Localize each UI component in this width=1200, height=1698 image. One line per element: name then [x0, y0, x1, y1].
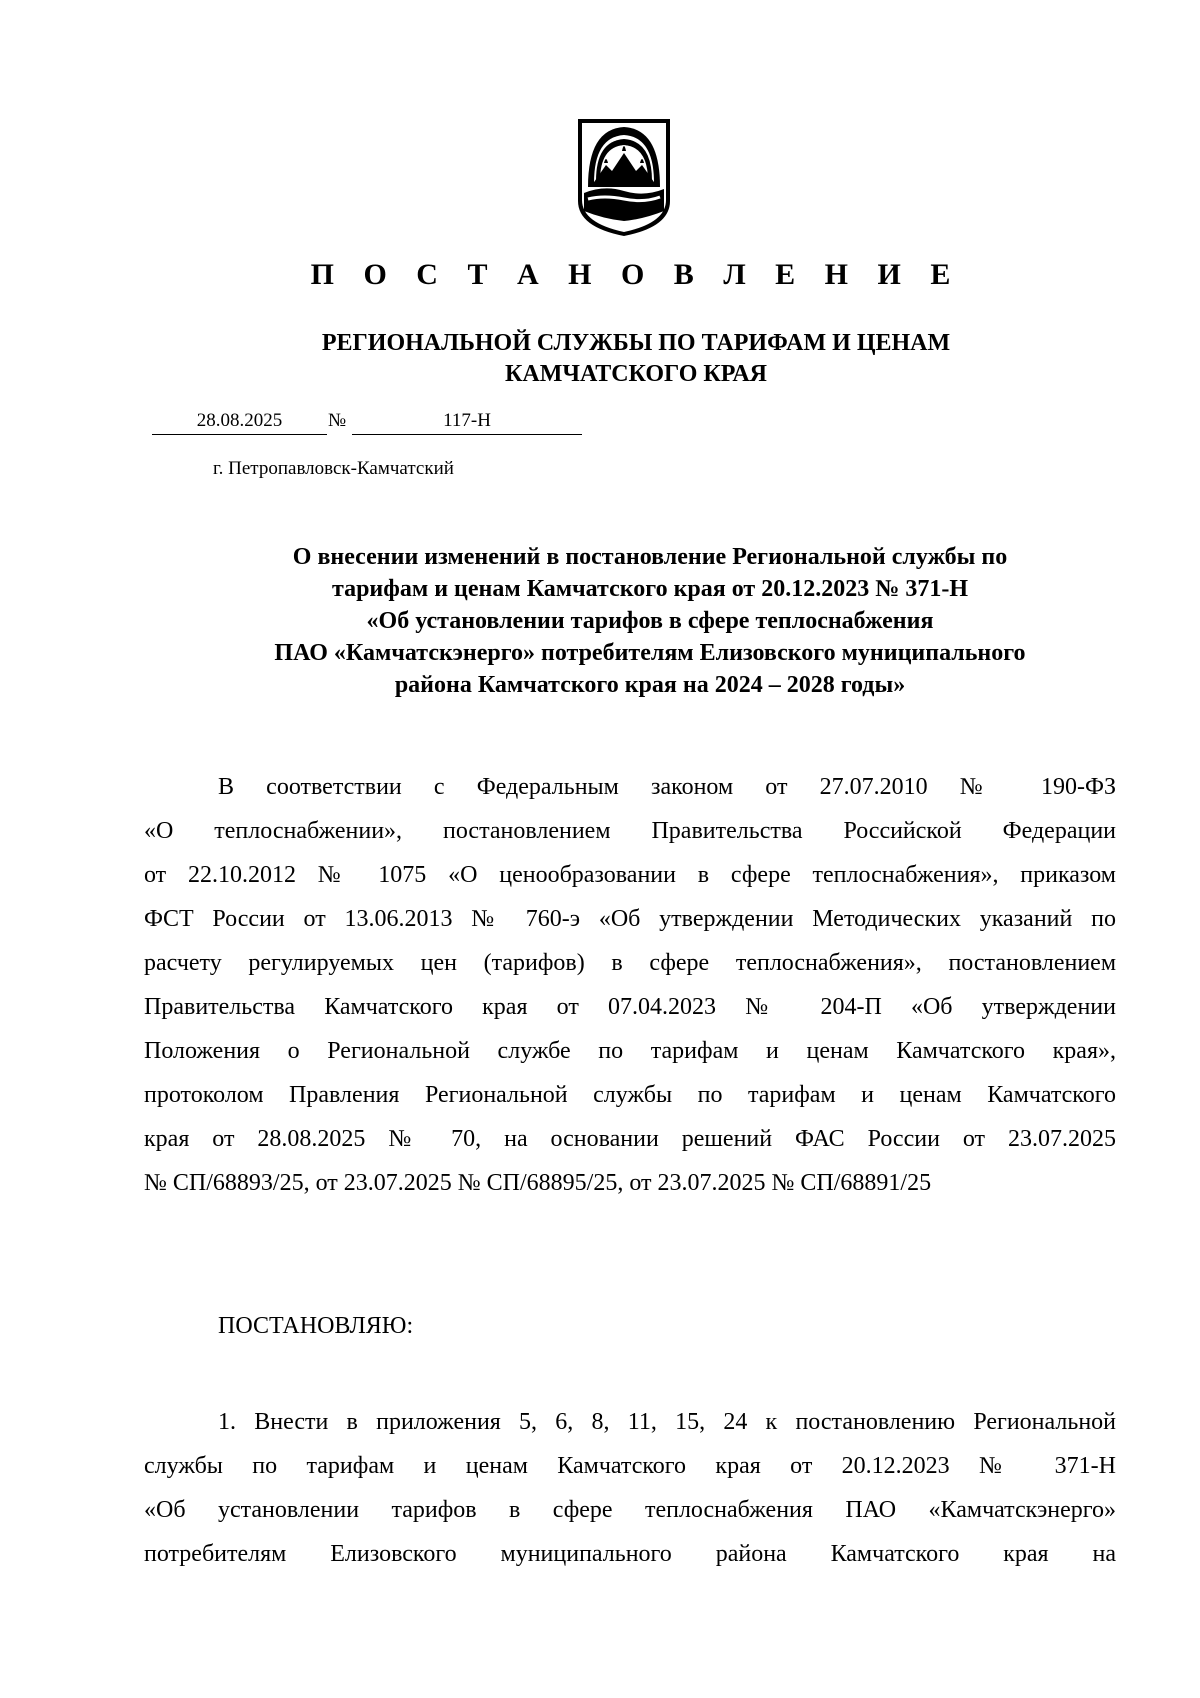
- preamble-paragraph: [144, 765, 1116, 1205]
- item-1-paragraph: [144, 1400, 1116, 1576]
- paragraph-line: ФСТ России от 13.06.2013 № 760-э «Об утверждении Методических указаний по: [144, 906, 1116, 932]
- subject-line: «Об установлении тарифов в сфере теплоснабжения: [366, 608, 934, 634]
- number-sign: №: [328, 410, 347, 431]
- city-of-issue: г. Петропавловск-Камчатский: [213, 458, 454, 479]
- kamchatka-coat-of-arms-icon: [574, 115, 674, 240]
- paragraph-line: «Об установлении тарифов в сфере теплоснабжения ПАО «Камчатскэнерго»: [144, 1497, 1116, 1523]
- paragraph-line: потребителям Елизовского муниципального района Камчатского края на: [144, 1541, 1116, 1567]
- paragraph-line: расчету регулируемых цен (тарифов) в сфере теплоснабжения», постановлением: [144, 950, 1116, 976]
- subject-line: ПАО «Камчатскэнерго» потребителям Елизовского муниципального: [274, 640, 1026, 666]
- authority-line: КАМЧАТСКОГО КРАЯ: [504, 361, 768, 387]
- document-subject: [0, 541, 1200, 701]
- paragraph-line: В соответствии с Федеральным законом от 27.07.2010 № 190-ФЗ: [218, 774, 1116, 800]
- document-date: 28.08.2025: [152, 408, 327, 435]
- paragraph-line: «О теплоснабжении», постановлением Правительства Российской Федерации: [144, 818, 1116, 844]
- paragraph-line: Правительства Камчатского края от 07.04.2023 № 204-П «Об утверждении: [144, 994, 1116, 1020]
- paragraph-line: от 22.10.2012 № 1075 «О ценообразовании в сфере теплоснабжения», приказом: [144, 862, 1116, 888]
- paragraph-line: края от 28.08.2025 № 70, на основании решений ФАС России от 23.07.2025: [144, 1126, 1116, 1152]
- paragraph-line: протоколом Правления Региональной службы по тарифам и ценам Камчатского: [144, 1082, 1116, 1108]
- document-number: 117-Н: [352, 408, 582, 435]
- paragraph-line: № СП/68893/25, от 23.07.2025 № СП/68895/25, от 23.07.2025 № СП/68891/25: [144, 1170, 932, 1196]
- decree-word: ПОСТАНОВЛЯЮ:: [218, 1313, 414, 1339]
- authority-line: РЕГИОНАЛЬНОЙ СЛУЖБЫ ПО ТАРИФАМ И ЦЕНАМ: [321, 330, 951, 356]
- paragraph-line: службы по тарифам и ценам Камчатского края от 20.12.2023 № 371-Н: [144, 1453, 1116, 1479]
- paragraph-line: 1. Внести в приложения 5, 6, 8, 11, 15, 24 к постановлению Региональной: [218, 1409, 1116, 1435]
- subject-line: тарифам и ценам Камчатского края от 20.12.2023 № 371-Н: [332, 576, 968, 602]
- document-type-title: П О С Т А Н О В Л Е Н И Е: [310, 258, 962, 291]
- issuing-authority: [0, 328, 1200, 390]
- subject-line: района Камчатского края на 2024 – 2028 годы»: [394, 672, 906, 698]
- subject-line: О внесении изменений в постановление Региональной службы по: [292, 544, 1008, 570]
- paragraph-line: Положения о Региональной службе по тарифам и ценам Камчатского края»,: [144, 1038, 1116, 1064]
